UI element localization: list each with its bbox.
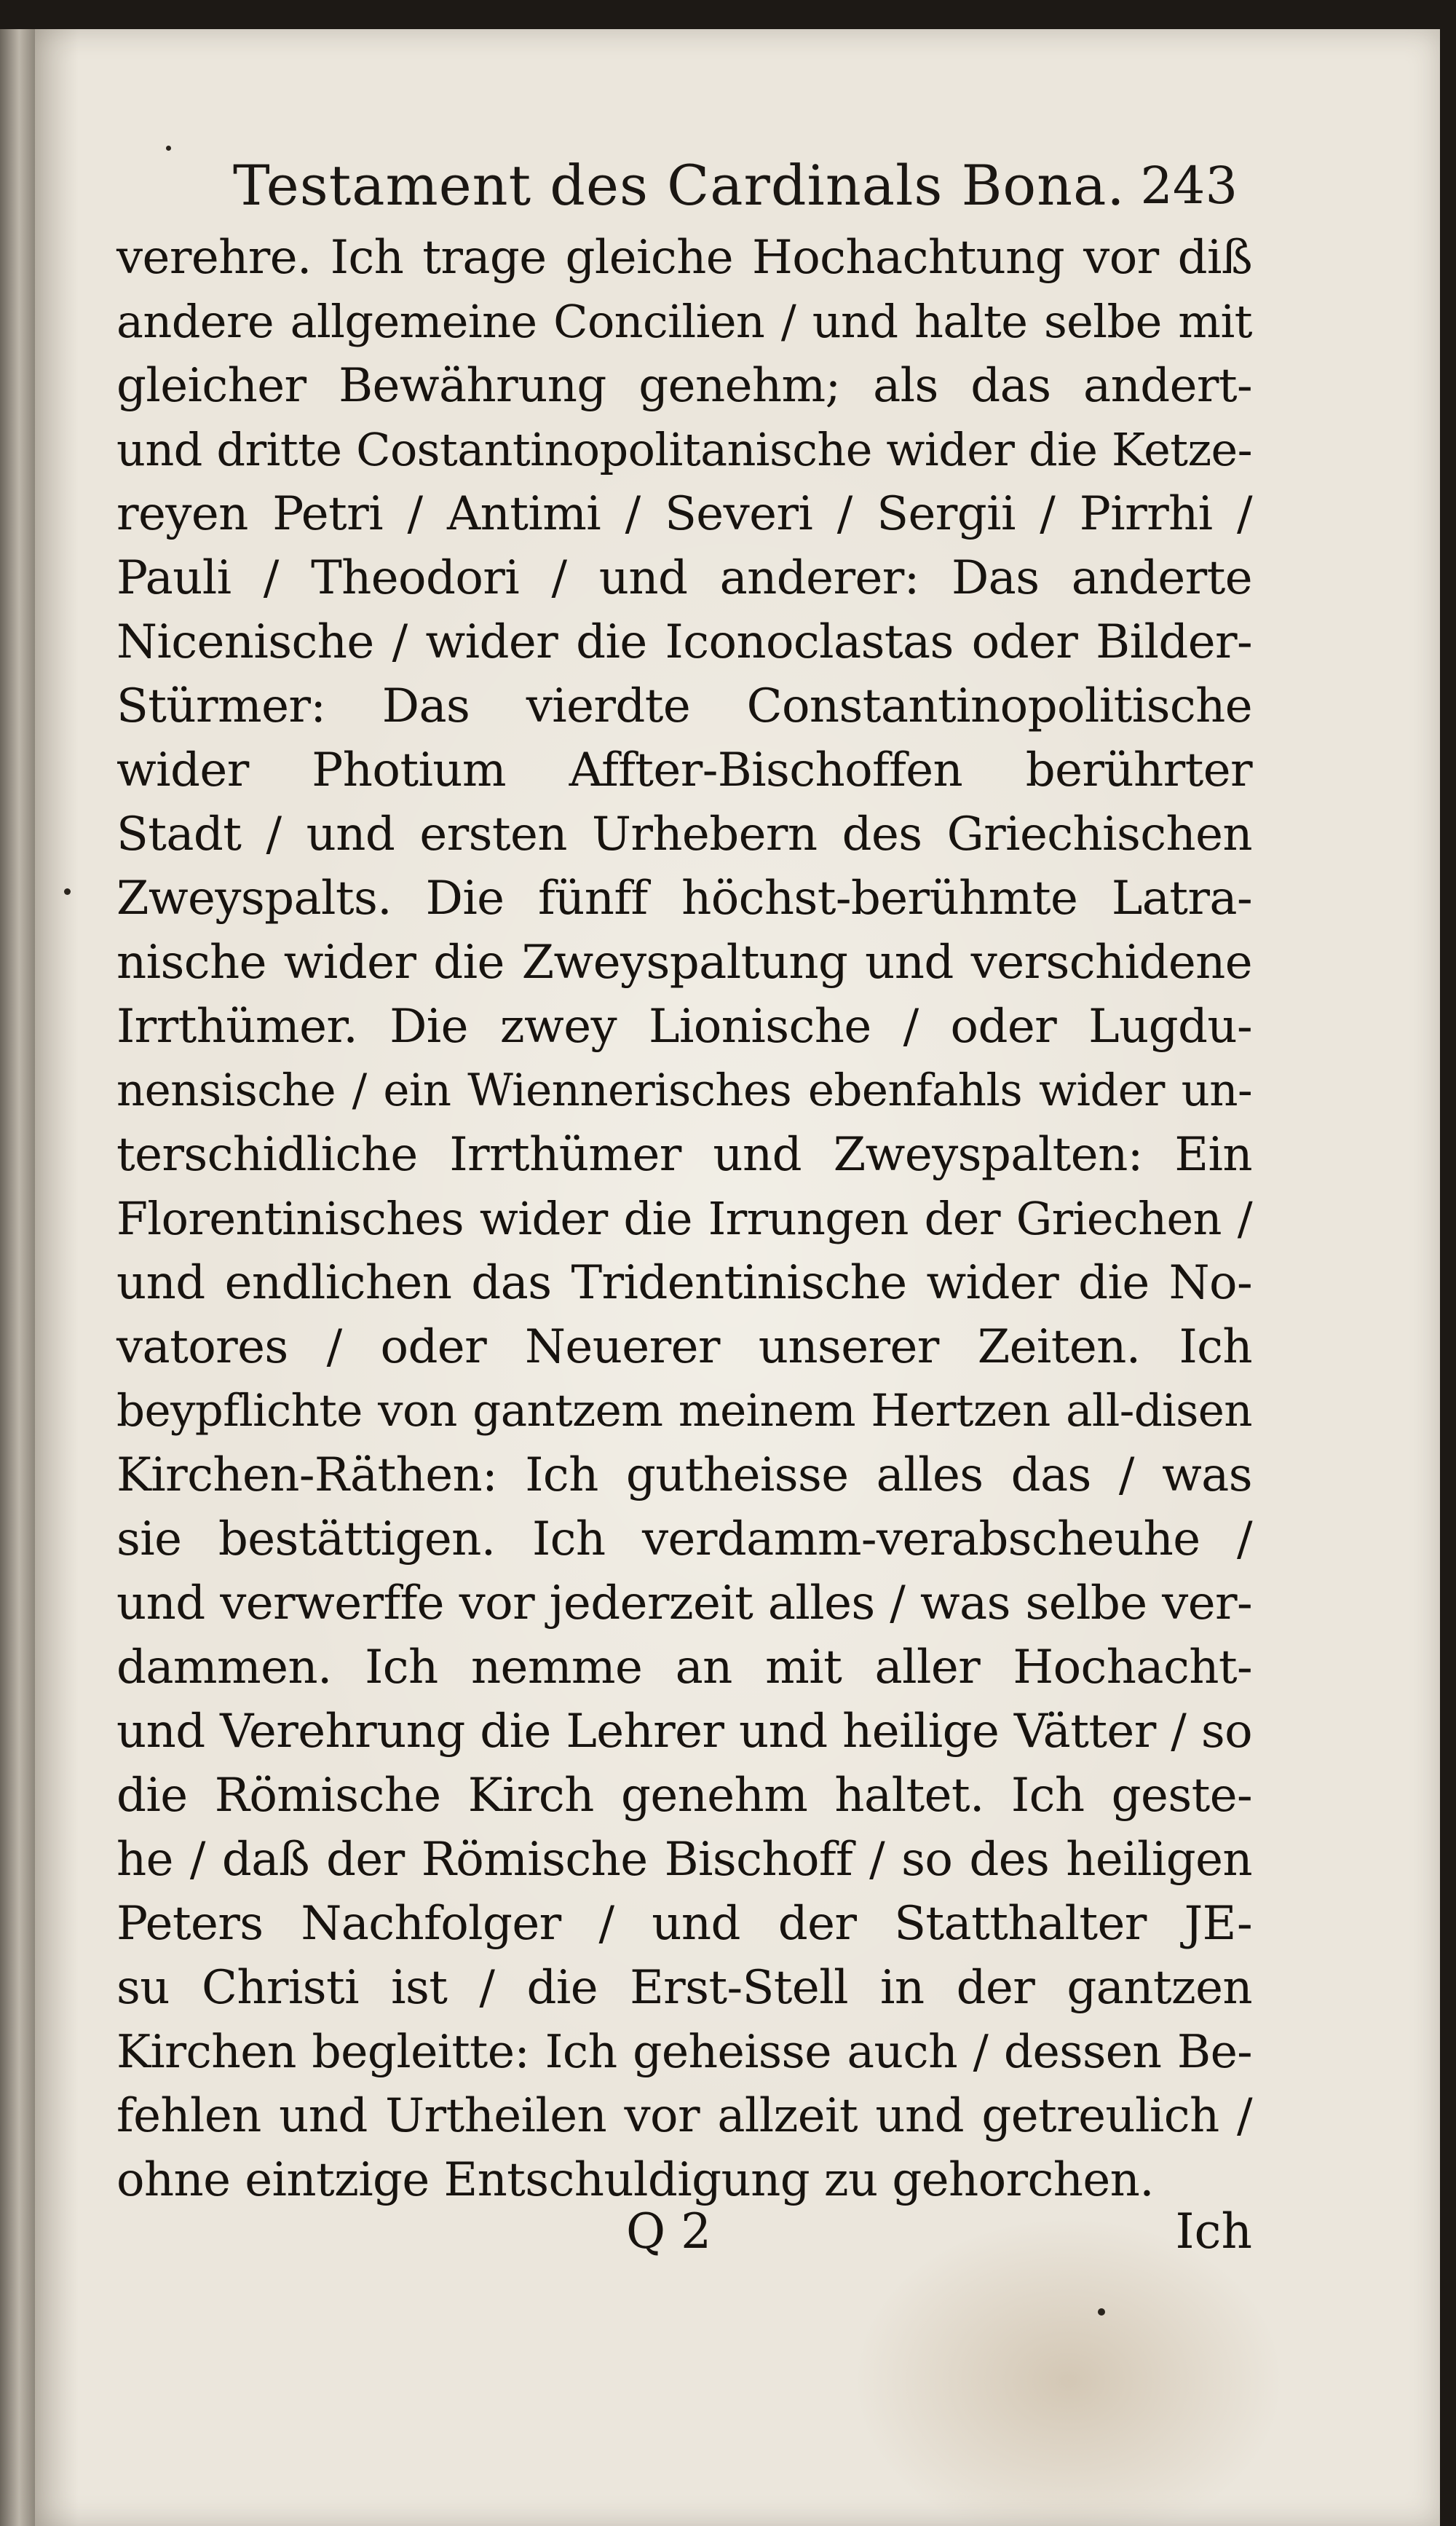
text-line: Pauli / Theodori / und anderer: Das anderte bbox=[116, 551, 1252, 605]
text-line: dammen. Ich nemme an mit aller Hochacht- bbox=[116, 1641, 1252, 1694]
text-line: nische wider die Zweyspaltung und verschidene bbox=[116, 936, 1252, 990]
text-line: beypflichte von gantzem meinem Hertzen all-disen bbox=[116, 1385, 1252, 1437]
text-line: und Verehrung die Lehrer und heilige Vätter / so bbox=[116, 1705, 1252, 1759]
text-line: wider Photium Affter-Bischoffen berührter bbox=[116, 743, 1252, 797]
text-line: Kirchen begleitte: Ich geheisse auch / dessen Be- bbox=[116, 2025, 1252, 2078]
page-header bbox=[233, 146, 1238, 226]
text-line: verehre. Ich trage gleiche Hochachtung vor diß bbox=[116, 231, 1252, 285]
catchword: Ich bbox=[1175, 2203, 1252, 2259]
text-line: Florentinisches wider die Irrungen der Griechen / bbox=[116, 1192, 1252, 1245]
running-head: Testament des Cardinals Bona. bbox=[233, 153, 1125, 218]
text-line: nensische / ein Wiennerisches ebenfahls wider un- bbox=[116, 1065, 1252, 1116]
text-line: Zweyspalts. Die fünff höchst-berühmte Latra- bbox=[116, 872, 1252, 925]
text-line: gleicher Bewährung genehm; als das andert- bbox=[116, 359, 1252, 413]
text-line: terschidliche Irrthümer und Zweyspalten: Ein bbox=[116, 1128, 1252, 1182]
text-line: he / daß der Römische Bischoff / so des heiligen bbox=[116, 1833, 1252, 1887]
text-line: Irrthümer. Die zwey Lionische / oder Lugdu- bbox=[116, 1000, 1252, 1054]
text-line: Stadt / und ersten Urhebern des Griechischen bbox=[116, 808, 1252, 861]
text-line: Stürmer: Das vierdte Constantinopolitische bbox=[116, 679, 1252, 733]
text-line: Nicenische / wider die Iconoclastas oder Bilder- bbox=[116, 615, 1252, 669]
text-line: und verwerffe vor jederzeit alles / was selbe ver- bbox=[116, 1576, 1252, 1630]
text-line: vatores / oder Neuerer unserer Zeiten. Ich bbox=[116, 1320, 1252, 1374]
text-line: sie bestättigen. Ich verdamm-verabscheuhe / bbox=[116, 1512, 1252, 1566]
page-number: 243 bbox=[1140, 156, 1238, 216]
text-line: fehlen und Urtheilen vor allzeit und getreulich / bbox=[116, 2089, 1252, 2143]
signature-mark: Q 2 bbox=[626, 2203, 712, 2259]
text-line: su Christi ist / die Erst-Stell in der gantzen bbox=[116, 1961, 1252, 2015]
text-line: reyen Petri / Antimi / Severi / Sergii / Pirrhi / bbox=[116, 487, 1252, 541]
body-text bbox=[116, 226, 1252, 2212]
binding-gutter bbox=[0, 29, 35, 2526]
page-footer bbox=[116, 2192, 1252, 2272]
text-line: und dritte Costantinopolitanische wider die Ketze- bbox=[116, 423, 1252, 476]
text-line: und endlichen das Tridentinische wider die No- bbox=[116, 1256, 1252, 1310]
text-line: andere allgemeine Concilien / und halte selbe mit bbox=[116, 295, 1252, 348]
text-line: ohne eintzige Entschuldigung zu gehorchen. bbox=[116, 2153, 1155, 2207]
text-line: Peters Nachfolger / und der Statthalter JE- bbox=[116, 1897, 1252, 1951]
text-line: die Römische Kirch genehm haltet. Ich geste- bbox=[116, 1769, 1252, 1823]
text-line: Kirchen-Räthen: Ich gutheisse alles das / was bbox=[116, 1448, 1252, 1502]
